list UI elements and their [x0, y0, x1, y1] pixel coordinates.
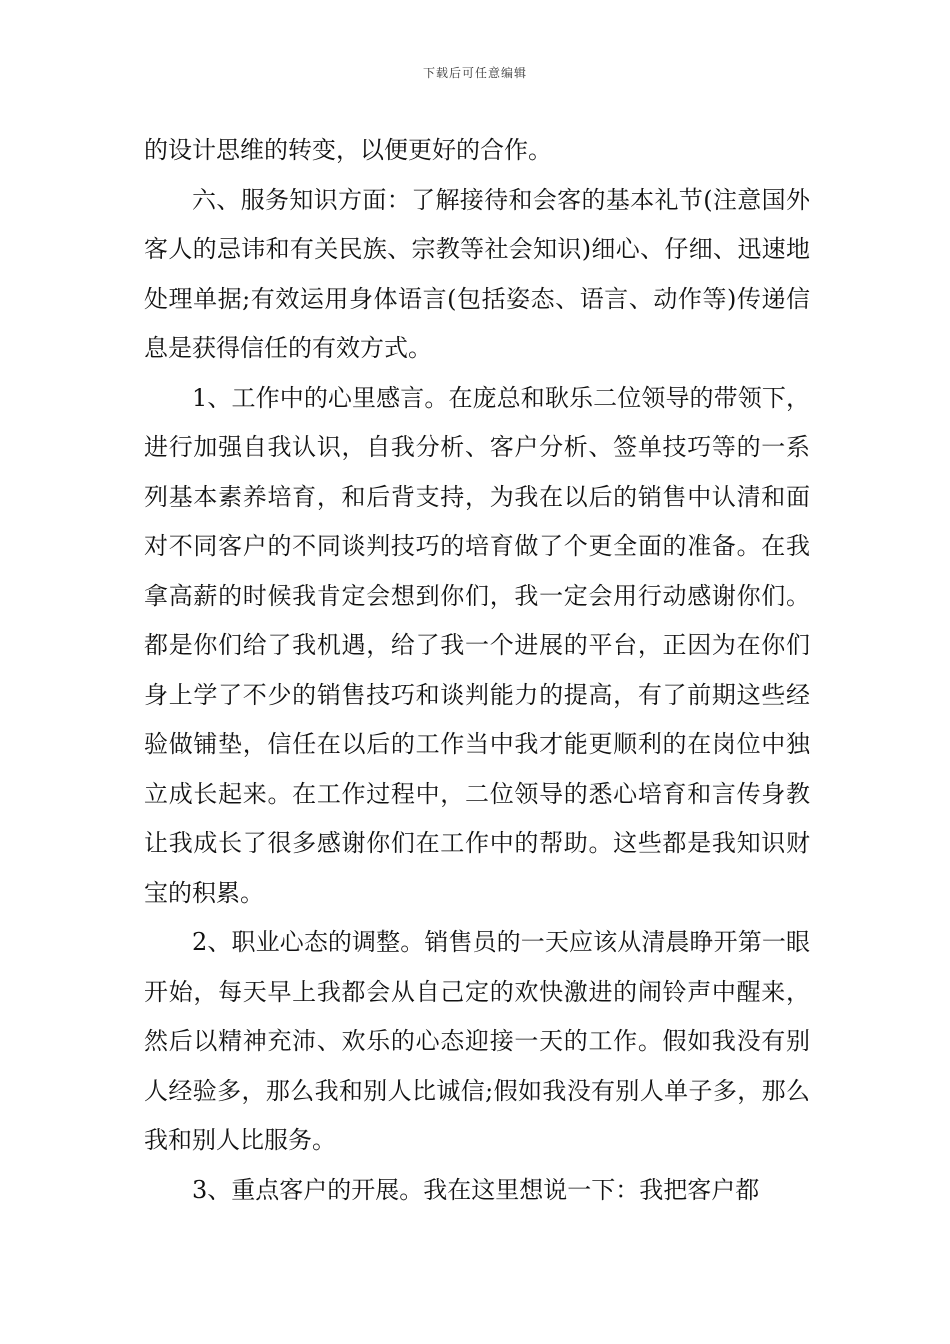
paragraph-service-knowledge: 六、服务知识方面：了解接待和会客的基本礼节(注意国外客人的忌讳和有关民族、宗教等社会知识)细心、仔细、迅速地处理单据;有效运用身体语言(包括姿态、语言、动作等)传递信息是获得信任的有效方式。	[144, 185, 810, 362]
paragraph-key-clients: 3、重点客户的开展。我在这里想说一下：我把客户都	[192, 1175, 760, 1204]
paragraph-mindset-adjustment: 2、职业心态的调整。销售员的一天应该从清晨睁开第一眼开始，每天早上我都会从自己定的欢快激进的闹铃声中醒来，然后以精神充沛、欢乐的心态迎接一天的工作。假如我没有别人经验多，那么我和别人比诚信;假如我没有别人单子多，那么我和别人比服务。	[144, 928, 810, 1154]
document-body	[144, 126, 810, 1215]
paragraph-continuation: 的设计思维的转变，以便更好的合作。	[144, 136, 552, 164]
paragraph-work-reflection: 1、工作中的心里感言。在庞总和耿乐二位领导的带领下，进行加强自我认识，自我分析、客户分析、签单技巧等的一系列基本素养培育，和后背支持，为我在以后的销售中认清和面对不同客户的不同谈判技巧的培育做了个更全面的准备。在我拿高薪的时候我肯定会想到你们，我一定会用行动感谢你们。都是你们给了我机遇，给了我一个进展的平台，正因为在你们身上学了不少的销售技巧和谈判能力的提高，有了前期这些经验做铺垫，信任在以后的工作当中我才能更顺利的在岗位中独立成长起来。在工作过程中，二位领导的悉心培育和言传身教让我成长了很多感谢你们在工作中的帮助。这些都是我知识财宝的积累。	[144, 383, 810, 907]
page-header: 下载后可任意编辑	[422, 66, 527, 80]
